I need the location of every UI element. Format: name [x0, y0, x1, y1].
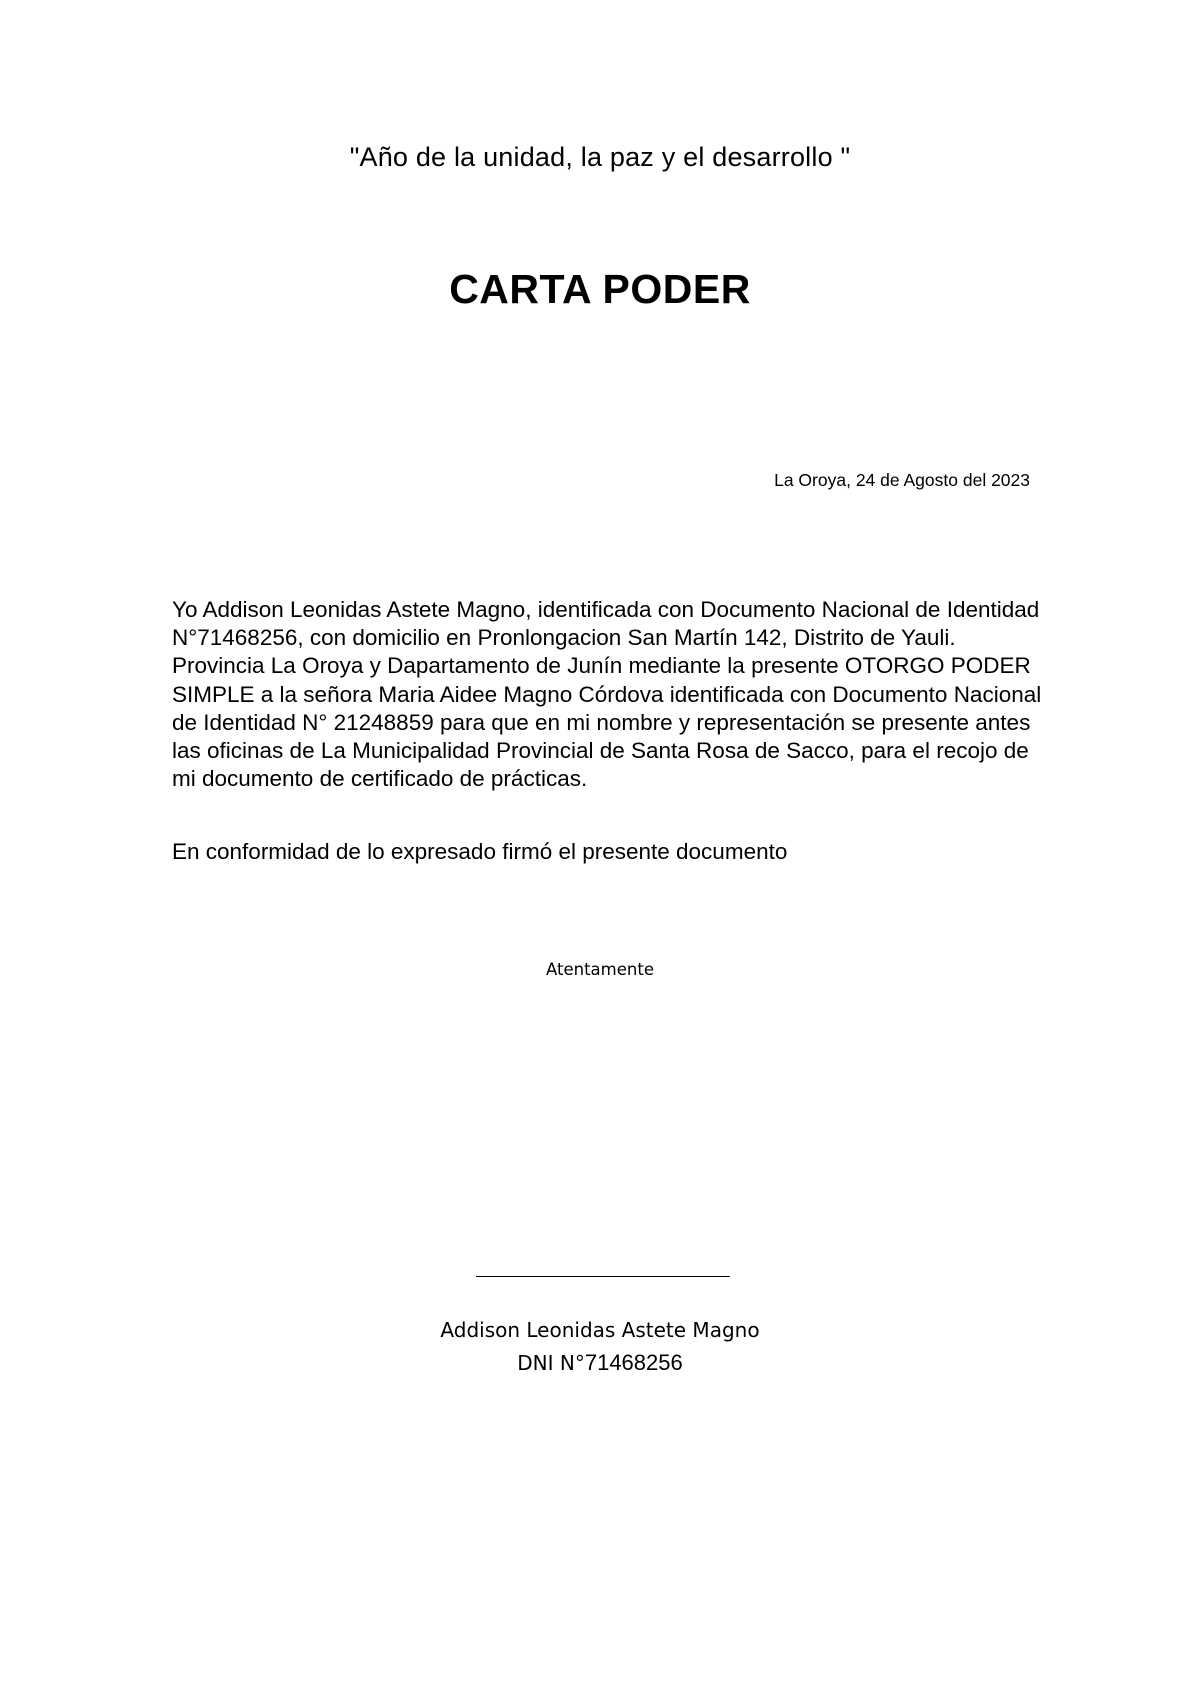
body-section — [172, 596, 1042, 793]
body-paragraph: Yo Addison Leonidas Astete Magno, identificada con Documento Nacional de Identidad N°71468256, con domicilio en Pronlongacion San Martín 142, Distrito de Yauli. Provincia La Oroya y Dapartamento de Junín mediante la presente OTORGO PODER SIMPLE a la señora Maria Aidee Magno Córdova identificada con Documento Nacional de Identidad N° 21248859 para que en mi nombre y representación se presente antes las oficinas de La Municipalidad Provincial de Santa Rosa de Sacco, para el recojo de mi documento de certificado de prácticas. — [172, 597, 1042, 792]
signer-name: Addison Leonidas Astete Magno — [440, 1318, 760, 1342]
year-motto: "Año de la unidad, la paz y el desarrollo " — [349, 142, 851, 172]
signer-dni-number: 71468256 — [584, 1350, 683, 1375]
document-title: CARTA PODER — [449, 266, 751, 312]
closing-paragraph: En conformidad de lo expresado firmó el presente documento — [172, 839, 788, 864]
signature-line — [476, 1276, 730, 1277]
place-date: La Oroya, 24 de Agosto del 2023 — [774, 470, 1030, 490]
signer-dni — [0, 1350, 1200, 1376]
regards-text: Atentamente — [546, 960, 654, 979]
signer-dni-label: DNI N° — [517, 1351, 585, 1375]
